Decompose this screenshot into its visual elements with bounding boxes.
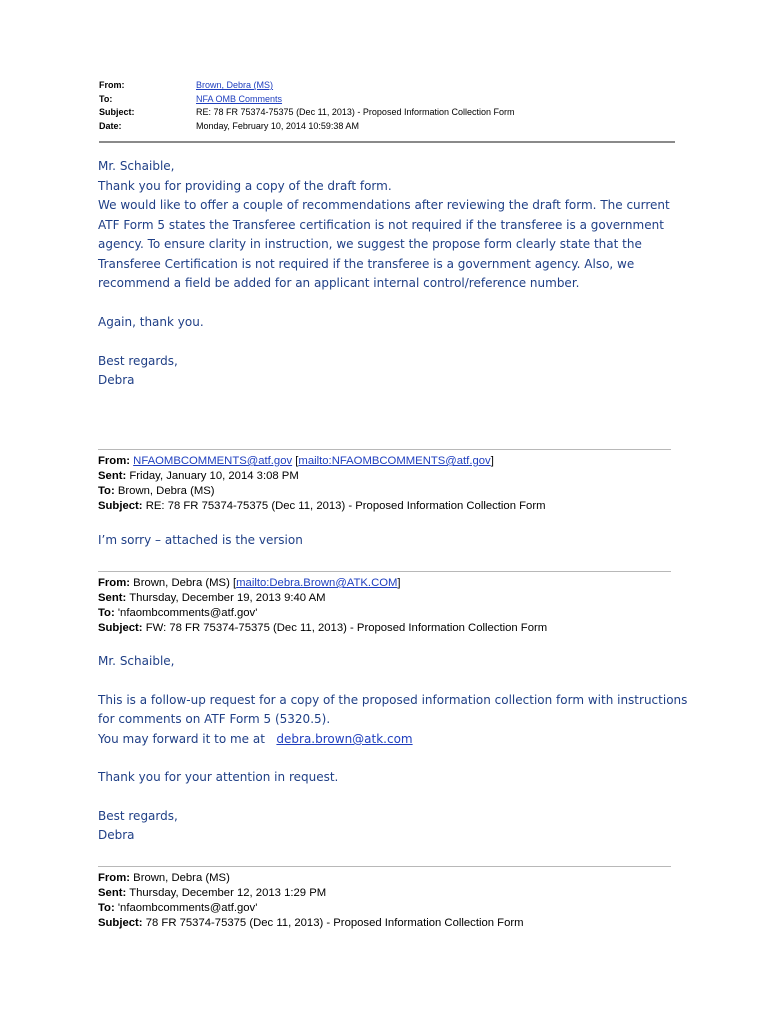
forward2-from-row: From: Brown, Debra (MS) [mailto:Debra.Brown@ATK.COM] [98, 577, 401, 589]
forward2-thanks: Thank you for your attention in request. [98, 770, 339, 784]
forward3-from-label: From: [98, 872, 131, 884]
header-divider [99, 141, 675, 143]
forward1-sent-value: Friday, January 10, 2014 3:08 PM [129, 470, 299, 482]
forward2-subject-label: Subject: [98, 622, 143, 634]
date-value: Monday, February 10, 2014 10:59:38 AM [196, 121, 359, 131]
forward1-subject-row [98, 499, 546, 514]
message-line: Transferee Certification is not required if the transferee is a government agency. Also, we [98, 257, 635, 271]
forward3-subject-value: 78 FR 75374-75375 (Dec 11, 2013) - Proposed Information Collection Form [145, 917, 524, 929]
forward3-to-row [98, 901, 257, 916]
forward2-para-line: for comments on ATF Form 5 (5320.5). [98, 712, 331, 726]
message-signature: Debra [98, 373, 135, 387]
forward1-body: I’m sorry – attached is the version [98, 533, 303, 547]
message-line: Thank you for providing a copy of the draft form. [98, 179, 392, 193]
subject-value: RE: 78 FR 75374-75375 (Dec 11, 2013) - Proposed Information Collection Form [196, 107, 515, 117]
forward2-from-label: From: [98, 577, 131, 589]
forward2-para-line: This is a follow-up request for a copy of the proposed information collection form with instructions [98, 693, 688, 707]
section-divider [98, 866, 671, 867]
forward2-to-row [98, 606, 257, 621]
forward2-signature: Debra [98, 828, 135, 842]
forward1-from-label: From: [98, 455, 131, 467]
forward3-sent-row [98, 886, 326, 901]
forward2-closing: Best regards, [98, 809, 178, 823]
to-link[interactable]: NFA OMB Comments [196, 94, 283, 104]
message-greeting: Mr. Schaible, [98, 159, 175, 173]
message-thanks: Again, thank you. [98, 315, 204, 329]
forward3-to-value: 'nfaombcomments@atf.gov' [117, 902, 258, 914]
forward2-from-name: Brown, Debra (MS) [133, 577, 230, 589]
forward2-forward-text: You may forward it to me at [98, 732, 265, 746]
forward3-from-row [98, 871, 230, 886]
forward1-subject-label: Subject: [98, 500, 143, 512]
forward3-subject-row [98, 916, 524, 931]
forward1-to-label: To: [98, 485, 115, 497]
forward2-subject-value: FW: 78 FR 75374-75375 (Dec 11, 2013) - Proposed Information Collection Form [145, 622, 548, 634]
from-link[interactable]: Brown, Debra (MS) [196, 80, 274, 90]
forward2-greeting: Mr. Schaible, [98, 654, 175, 668]
email-link[interactable]: debra.brown@atk.com [276, 732, 413, 746]
from-label: From: [99, 80, 125, 90]
forward1-to-value: Brown, Debra (MS) [117, 485, 215, 497]
forward2-mailto-link[interactable]: mailto:Debra.Brown@ATK.COM [236, 577, 398, 589]
message-line: We would like to offer a couple of recommendations after reviewing the draft form. The current [98, 198, 670, 212]
message-closing: Best regards, [98, 354, 178, 368]
forward3-sent-value: Thursday, December 12, 2013 1:29 PM [129, 887, 327, 899]
forward1-to-row [98, 484, 215, 499]
forward1-sent-label: Sent: [98, 470, 127, 482]
forward1-from-row: From: NFAOMBCOMMENTS@atf.gov [mailto:NFAOMBCOMMENTS@atf.gov] [98, 455, 494, 467]
to-label: To: [99, 94, 113, 104]
forward1-sent-row [98, 469, 299, 484]
forward1-mailto-link[interactable]: mailto:NFAOMBCOMMENTS@atf.gov [298, 455, 491, 467]
forward2-sent-label: Sent: [98, 592, 127, 604]
forward2-sent-row [98, 591, 326, 606]
forward3-from-name: Brown, Debra (MS) [133, 872, 230, 884]
message-line: agency. To ensure clarity in instruction, we suggest the propose form clearly state that the [98, 237, 642, 251]
forward2-to-label: To: [98, 607, 115, 619]
forward2-para-line [98, 730, 413, 750]
message-line: recommend a field be added for an applicant internal control/reference number. [98, 276, 580, 290]
message-line: ATF Form 5 states the Transferee certification is not required if the transferee is a government [98, 218, 664, 232]
forward3-sent-label: Sent: [98, 887, 127, 899]
forward2-sent-value: Thursday, December 19, 2013 9:40 AM [129, 592, 326, 604]
date-label: Date: [99, 121, 122, 131]
section-divider [98, 571, 671, 572]
forward1-from-email-link[interactable]: NFAOMBCOMMENTS@atf.gov [133, 455, 293, 467]
forward3-to-label: To: [98, 902, 115, 914]
forward2-to-value: 'nfaombcomments@atf.gov' [117, 607, 258, 619]
forward2-subject-row [98, 621, 547, 636]
section-divider [98, 449, 671, 450]
forward3-subject-label: Subject: [98, 917, 143, 929]
forward1-subject-value: RE: 78 FR 75374-75375 (Dec 11, 2013) - Proposed Information Collection Form [145, 500, 546, 512]
subject-label: Subject: [99, 107, 135, 117]
